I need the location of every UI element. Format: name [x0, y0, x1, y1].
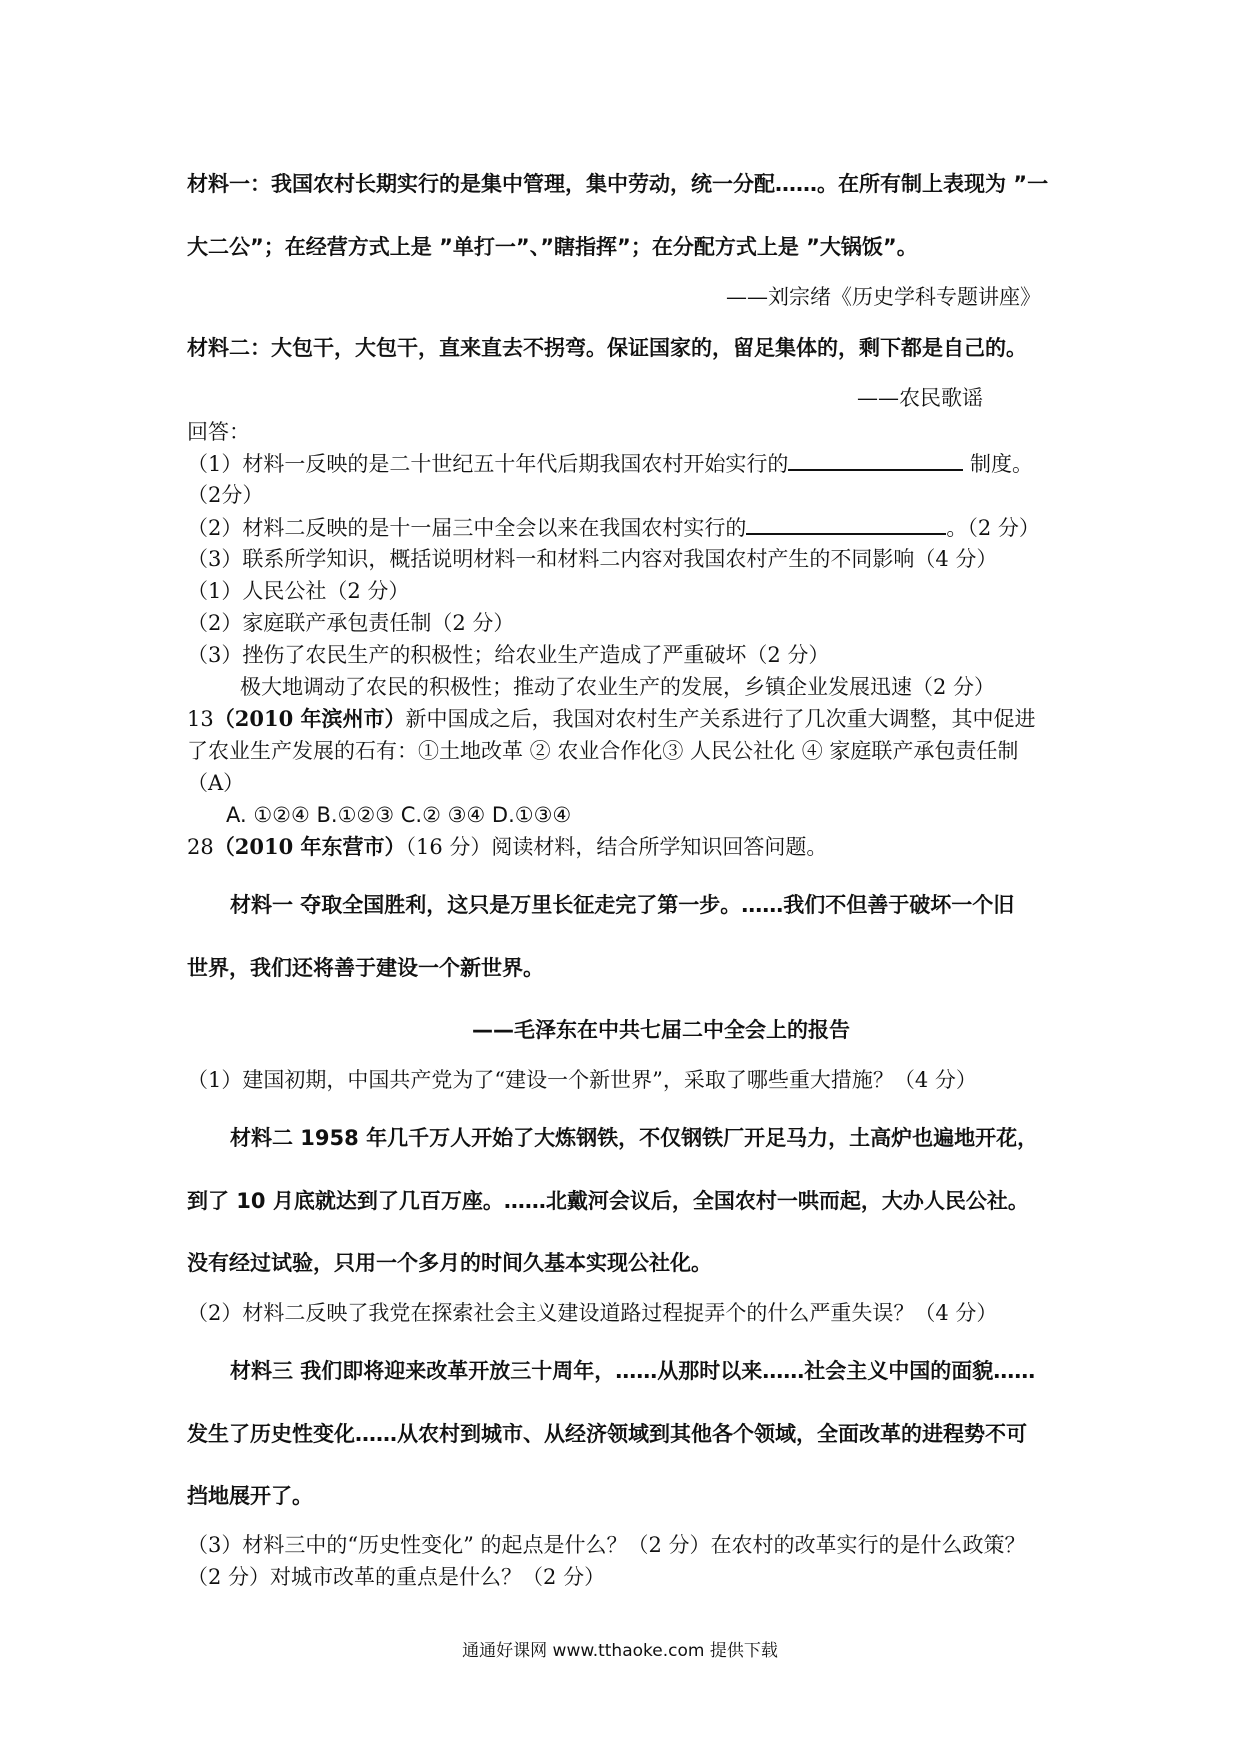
question-2-suffix: 。（2 分） [946, 516, 1040, 540]
footer-credit: 通通好课网 www.tthaoke.com 提供下载 [462, 1641, 778, 1661]
answer-label: 回答： [187, 420, 250, 444]
material-one-line-1: 材料一：我国农村长期实行的是集中管理，集中劳动，统一分配……。在所有制上表现为 ”一 [187, 172, 1049, 196]
question-28 [187, 833, 827, 861]
question-13-line-1 [187, 705, 1036, 733]
q28-material-two-line-1: 材料二 1958 年几千万人开始了大炼钢铁，不仅钢铁厂开足马力，土高炉也遍地开花， [230, 1126, 1039, 1150]
material-one-source: ——刘宗绪《历史学科专题讲座》 [726, 285, 1041, 309]
q28-material-one-source: ——毛泽东在中共七届二中全会上的报告 [472, 1018, 850, 1042]
question-13-text-1: 新中国成之后，我国对农村生产关系进行了几次重大调整，其中促进 [405, 707, 1036, 731]
q28-material-two-line-2: 到了 10 月底就达到了几百万座。……北戴河会议后，全国农村一哄而起，大办人民公社。 [187, 1189, 1029, 1213]
q28-question-3-line-1: （3）材料三中的“历史性变化” 的起点是什么？（2 分）在农村的改革实行的是什么政策？ [187, 1533, 1026, 1557]
question-13-answer: （A） [187, 771, 245, 795]
question-13-number: 13 [187, 707, 214, 731]
question-3: （3）联系所学知识，概括说明材料一和材料二内容对我国农村产生的不同影响（4 分） [187, 547, 998, 571]
q28-material-three-line-2: 发生了历史性变化……从农村到城市、从经济领域到其他各个领域，全面改革的进程势不可 [187, 1422, 1027, 1446]
q28-material-three-line-1: 材料三 我们即将迎来改革开放三十周年，……从那时以来……社会主义中国的面貌…… [230, 1359, 1036, 1383]
answer-blank-2[interactable] [746, 513, 946, 535]
question-1-text: （1）材料一反映的是二十世纪五十年代后期我国农村开始实行的 [187, 452, 789, 476]
q28-material-three-line-3: 挡地展开了。 [187, 1484, 313, 1508]
question-1-score: （2分） [187, 483, 264, 507]
material-two-line-1: 材料二：大包干，大包干，直来直去不拐弯。保证国家的，留足集体的，剩下都是自己的。 [187, 336, 1027, 360]
question-13-line-2: 了农业生产发展的石有：①土地改革 ② 农业合作化③ 人民公社化 ④ 家庭联产承包责任制 [187, 739, 1019, 763]
question-28-tag: （2010 年东营市） [213, 834, 406, 859]
question-1-suffix: 制度。 [963, 452, 1034, 476]
answer-3-continued: 极大地调动了农民的积极性；推动了农业生产的发展，乡镇企业发展迅速（2 分） [240, 675, 996, 699]
material-two-source: ——农民歌谣 [857, 386, 983, 410]
question-2 [187, 513, 1040, 542]
q28-material-one-line-2: 世界，我们还将善于建设一个新世界。 [187, 956, 544, 980]
q28-material-one-line-1: 材料一 夺取全国胜利，这只是万里长征走完了第一步。……我们不但善于破坏一个旧 [230, 893, 1015, 917]
q28-question-2: （2）材料二反映了我党在探索社会主义建设道路过程捉弄个的什么严重失误？（4 分） [187, 1301, 998, 1325]
question-13-tag: （2010 年滨州市） [213, 706, 406, 731]
q28-material-two-line-3: 没有经过试验，只用一个多月的时间久基本实现公社化。 [187, 1251, 712, 1275]
answer-3: （3）挫伤了农民生产的积极性；给农业生产造成了严重破坏（2 分） [187, 643, 830, 667]
material-one-line-2: 大二公”；在经营方式上是 ”单打一”、”瞎指挥”；在分配方式上是 ”大锅饭”。 [187, 235, 918, 259]
question-28-number: 28 [187, 835, 214, 859]
question-1 [187, 449, 1033, 478]
question-2-text: （2）材料二反映的是十一届三中全会以来在我国农村实行的 [187, 516, 747, 540]
answer-2: （2）家庭联产承包责任制（2 分） [187, 611, 515, 635]
question-28-text: （16 分）阅读材料，结合所学知识回答问题。 [405, 835, 828, 859]
question-13-options: A. ①②④ B.①②③ C.② ③④ D.①③④ [226, 803, 572, 827]
q28-question-1: （1）建国初期，中国共产党为了“建设一个新世界”，采取了哪些重大措施？（4 分） [187, 1068, 977, 1092]
answer-1: （1）人民公社（2 分） [187, 579, 410, 603]
answer-blank-1[interactable] [788, 449, 963, 471]
q28-question-3-line-2: （2 分）对城市改革的重点是什么？（2 分） [187, 1565, 606, 1589]
